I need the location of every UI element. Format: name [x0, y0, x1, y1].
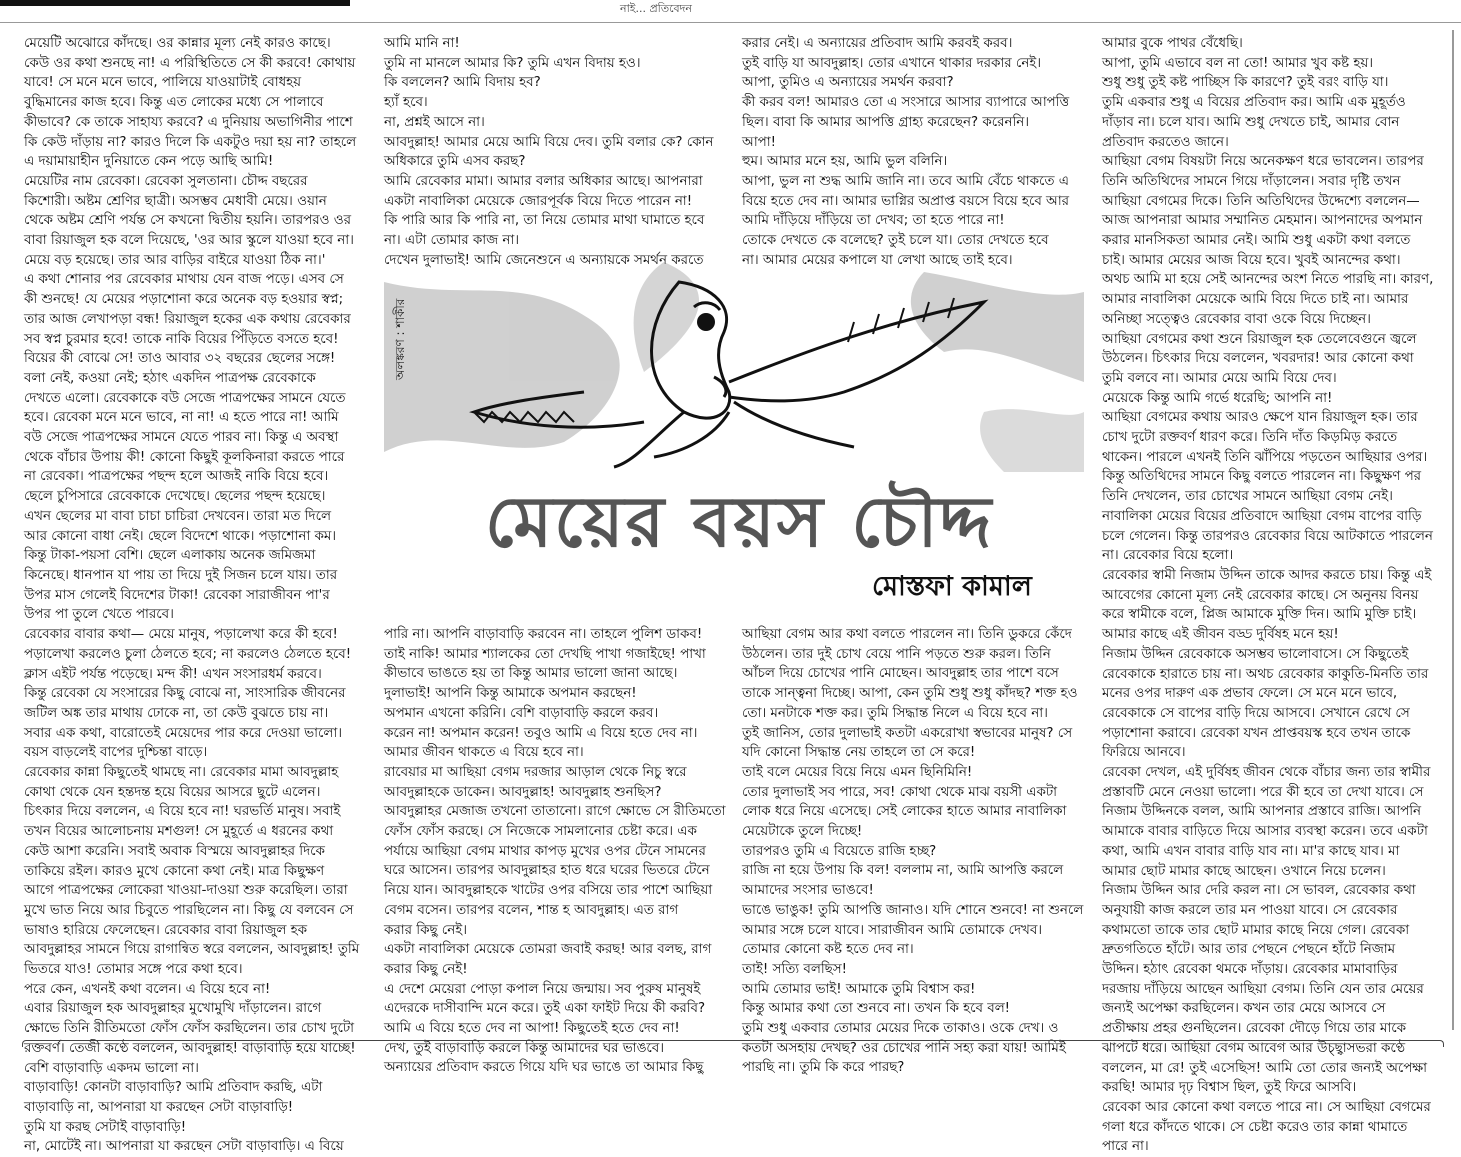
eye-icon — [697, 313, 715, 331]
illustration-credit: অলঙ্করণ : শাকীর — [393, 298, 407, 380]
article-title: মেয়ের বয়স চৌদ্দ — [485, 480, 994, 563]
column-4: আমার বুকে পাথর বেঁধেছি। আপা, তুমি এভাবে বল না তো! আমার খুব কষ্ট হয়। শুধু শুধু তুই কষ্ট পাচ্ছিস কি কারণে? তুই বরং বাড়ি যা। তুমি একবার শুধু এ বিয়ের প্রতিবাদ কর। আমি এক মুহূর্তও দাঁড়াব না। চলে যাব। আমি শুধু দেখতে চাই, আমার বোন প্রতিবাদ করতেও জানে। আছিয়া বেগম বিষয়টা নিয়ে অনেকক্ষণ ধরে ভাবলেন। তারপর তিনি অতিথিদের সামনে গিয়ে দাঁড়ালেন। সবার দৃষ্টি তখন আছিয়া বেগমের দিকে। তিনি অতিথিদের উদ্দেশ্যে বললেন— আজ আপনারা আমার সম্মানিত মেহমান। আপনাদের অপমান করার মানসিকতা আমার নেই। আমি শুধু একটা কথা বলতে চাই। আমার মেয়ের আজ বিয়ে হবে। খুবই আনন্দের কথা। অথচ আমি মা হয়ে সেই আনন্দের অংশ নিতে পারছি না। কারণ, আমার নাবালিকা মেয়েকে আমি বিয়ে দিতে চাই না। আমার অনিচ্ছা সত্ত্বেও রেবেকার বাবা ওকে বিয়ে দিচ্ছেন। আছিয়া বেগমের কথা শুনে রিয়াজুল হক তেলেবেগুনে জ্বলে উঠলেন। চিৎকার দিয়ে বললেন, খবরদার! আর কোনো কথা তুমি বলবে না। আমার মেয়ে আমি বিয়ে দেব। মেয়েকে কিন্তু আমি গর্ভে ধরেছি; আপনি না! আছিয়া বেগমের কথায় আরও ক্ষেপে যান রিয়াজুল হক। তার চোখ দুটো রক্তবর্ণ ধারণ করে। তিনি দাঁত কিড়মিড় করতে থাকেন। পারলে এখনই তিনি ঝাঁপিয়ে পড়তেন আছিয়ার ওপর। কিন্তু অতিথিদের সামনে কিছু বলতে পারলেন না। কিছুক্ষণ পর তিনি দেখলেন, তার চোখের সামনে আছিয়া বেগম নেই। নাবালিকা মেয়ের বিয়ের প্রতিবাদে আছিয়া বেগম বাপের বাড়ি চলে গেলেন। কিন্তু তারপরও রেবেকার বিয়ে আটকাতে পারলেন না। রেবেকার বিয়ে হলো। রেবেকার স্বামী নিজাম উদ্দিন তাকে আদর করতে চায়। কিন্তু এই আবেগের কোনো মূল্য নেই রেবেকার কাছে। সে অনুনয় বিনয় করে স্বামীকে বলে, প্লিজ আমাকে মুক্তি দিন। আমি মুক্তি চাই। আমার কাছে এই জীবন বড্ড দুর্বিষহ মনে হয়! নিজাম উদ্দিন রেবেকাকে অসম্ভব ভালোবাসে। সে কিছুতেই রেবেকাকে হারাতে চায় না। অথচ রেবেকার কাকুতি-মিনতি তার মনের ওপর দারুণ এক প্রভাব ফেলে। সে মনে মনে ভাবে, রেবেকাকে সে বাপের বাড়ি দিয়ে আসবে। সেখানে রেখে সে পড়াশোনা করাবে। রেবেকা যখন প্রাপ্তবয়স্ক হবে তখন তাকে ফিরিয়ে আনবে। রেবেকা দেখল, এই দুর্বিষহ জীবন থেকে বাঁচার জন্য তার স্বামীর প্রস্তাবটি মেনে নেওয়া ভালো। পরে কী হবে তা দেখা যাবে। সে নিজাম উদ্দিনকে বলল, আমি আপনার প্রস্তাবে রাজি। আপনি আমাকে বাবার বাড়িতে দিয়ে আসার ব্যবস্থা করেন। তবে একটা কথা, আমি এখন বাবার বাড়ি যাব না। মা'র কাছে যাব। মা আমার ছোট মামার কাছে আছেন। ওখানে নিয়ে চলেন। নিজাম উদ্দিন আর দেরি করল না। সে ভাবল, রেবেকার কথা অনুযায়ী কাজ করলে তার মন পাওয়া যাবে। সে রেবেকার কথামতো তাকে তার ছোট মামার কাছে নিয়ে গেল। রেবেকা দ্রুতগতিতে হাঁটে। আর তার পেছনে পেছনে হাঁটে নিজাম উদ্দিন। হঠাৎ রেবেকা থমকে দাঁড়ায়। রেবেকার মামাবাড়ির দরজায় দাঁড়িয়ে আছেন আছিয়া বেগম। তিনি যেন তার মেয়ের জন্যই অপেক্ষা করছিলেন। কখন তার মেয়ে আসবে সে প্রতীক্ষায় প্রহর গুনছিলেন। রেবেকা দৌড়ে গিয়ে তার মাকে ঝাপটে ধরে। আছিয়া বেগম আবেগ আর উচ্ছ্বাসভরা কণ্ঠে বললেন, মা রে! তুই এসেছিস! আমি তো তোর জন্যই অপেক্ষা করছি! আমার দৃঢ় বিশ্বাস ছিল, তুই ফিরে আসবি। রেবেকা আর কোনো কথা বলতে পারে না। সে আছিয়া বেগমের গলা ধরে কাঁদতে থাকে। সে চেষ্টা করেও তার কান্না থামাতে পারে না। — [1102, 36, 1434, 1155]
top-strip — [0, 0, 1461, 23]
bottom-frame — [22, 1040, 1444, 1047]
page-right-edge — [1452, 30, 1454, 1030]
top-black-bar — [0, 0, 350, 6]
column-1: মেয়েটি অঝোরে কাঁদছে। ওর কান্নার মূল্য নেই কারও কাছে। কেউ ওর কথা শুনছে না! এ পরিস্থিতিতে সে কী করবে! কোথায় যাবে! সে মনে মনে ভাবে, পালিয়ে যাওয়াটাই বোধহয় বুদ্ধিমানের কাজ হবে। কিন্তু এত লোকের মধ্যে সে পালাবে কীভাবে? কে তাকে সাহায্য করবে? এ দুনিয়ায় অভাগিনীর পাশে কি কেউ দাঁড়ায় না? কারও দিলে কি একটুও দয়া হয় না? তাহলে এ দয়ামায়াহীন দুনিয়াতে কেন পড়ে আছি আমি! মেয়েটির নাম রেবেকা। রেবেকা সুলতানা। চৌদ্দ বছরের কিশোরী। অষ্টম শ্রেণির ছাত্রী। অসম্ভব মেধাবী মেয়ে। ওয়ান থেকে অষ্টম শ্রেণি পর্যন্ত সে কখনো দ্বিতীয় হয়নি। তারপরও ওর বাবা রিয়াজুল হক বলে দিয়েছে, 'ওর আর স্কুলে যাওয়া হবে না। মেয়ে বড় হয়েছে। তার আর বাড়ির বাইরে যাওয়া ঠিক না।' এ কথা শোনার পর রেবেকার মাথায় যেন বাজ পড়ে। এসব সে কী শুনছে! যে মেয়ের পড়াশোনা করে অনেক বড় হওয়ার স্বপ্ন; তার আজ লেখাপড়া বন্ধ! রিয়াজুল হকের এক কথায় রেবেকার সব স্বপ্ন চুরমার হবে! তাকে নাকি বিয়ের পিঁড়িতে বসতে হবে! বিয়ের কী বোঝে সে! তাও আবার ৩২ বছরের ছেলের সঙ্গে! বলা নেই, কওয়া নেই; হঠাৎ একদিন পাত্রপক্ষ রেবেকাকে দেখতে এলো। রেবেকাকে বউ সেজে পাত্রপক্ষের সামনে যেতে হবে। রেবেকা মনে মনে ভাবে, না না! এ হতে পারে না! আমি বউ সেজে পাত্রপক্ষের সামনে যেতে পারব না। কিন্তু এ অবস্থা থেকে বাঁচার উপায় কী! কোনো কিছুই কূলকিনারা করতে পারে না রেবেকা। পাত্রপক্ষের পছন্দ হলে আজই নাকি বিয়ে হবে। ছেলে চুপিসারে রেবেকাকে দেখেছে। ছেলের পছন্দ হয়েছে। এখন ছেলের মা বাবা চাচা চাচিরা দেখবেন। তারা মত দিলে আর কোনো বাধা নেই। ছেলে বিদেশে থাকে। পড়াশোনা কম। কিন্তু টাকা-পয়সা বেশি। ছেলে এলাকায় অনেক জমিজমা কিনেছে। ধানপান যা পায় তা দিয়ে দুই সিজন চলে যায়। তার উপর মাস গেলেই বিদেশের টাকা! রেবেকা সারাজীবন পা'র উপর পা তুলে খেতে পারবে। রেবেকার বাবার কথা— মেয়ে মানুষ, পড়ালেখা করে কী হবে! পড়ালেখা করলেও চুলা ঠেলতে হবে; না করলেও ঠেলতে হবে! ক্লাস এইট পর্যন্ত পড়েছে। মন্দ কী! এখন সংসারধর্ম করবে। কিন্তু রেবেকা যে সংসারের কিছু বোঝে না, সাংসারিক জীবনের জটিল অঙ্ক তার মাথায় ঢোকে না, তা কেউ বুঝতে চায় না। সবার এক কথা, বারোতেই মেয়েদের পার করে দেওয়া ভালো। বয়স বাড়লেই বাপের দুশ্চিন্তা বাড়ে। রেবেকার কান্না কিছুতেই থামছে না। রেবেকার মামা আবদুল্লাহ কোথা থেকে যেন হন্তদন্ত হয়ে বিয়ের আসরে ছুটে এলেন। চিৎকার দিয়ে বললেন, এ বিয়ে হবে না! ঘরভর্তি মানুষ। সবাই তখন বিয়ের আলোচনায় মশগুল! সে মুহূর্তে এ ধরনের কথা কেউ আশা করেনি। সবাই অবাক বিস্ময়ে আবদুল্লাহর দিকে তাকিয়ে রইল। কারও মুখে কোনো কথা নেই। মাত্র কিছুক্ষণ আগে পাত্রপক্ষের লোকেরা খাওয়া-দাওয়া শুরু করেছিল। তারা মুখে ভাত নিয়ে আর চিবুতে পারছিলেন না। কিছু যে বলবেন সে ভাষাও হারিয়ে ফেলেছেন। রেবেকার বাবা রিয়াজুল হক আবদুল্লাহর সামনে গিয়ে রাগান্বিত স্বরে বললেন, আবদুল্লাহ! তুমি ভিতরে যাও! তোমার সঙ্গে পরে কথা হবে। পরে কেন, এখনই কথা বলেন। এ বিয়ে হবে না! এবার রিয়াজুল হক আবদুল্লাহর মুখোমুখি দাঁড়ালেন। রাগে ক্ষোভে তিনি রীতিমতো ফোঁস ফোঁস করছিলেন। তার চোখ দুটো রক্তবর্ণ। তেজী কণ্ঠে বললেন, আবদুল্লাহ! বাড়াবাড়ি হয়ে যাচ্ছে! বেশি বাড়াবাড়ি একদম ভালো না। বাড়াবাড়ি! কোনটা বাড়াবাড়ি? আমি প্রতিবাদ করছি, এটা বাড়াবাড়ি না, আপনারা যা করছেন সেটা বাড়াবাড়ি! তুমি যা করছ সেটাই বাড়াবাড়ি! না, মোটেই না। আপনারা যা করছেন সেটা বাড়াবাড়ি। এ বিয়ে — [24, 36, 360, 1155]
column-2-bottom: পারি না। আপনি বাড়াবাড়ি করবেন না। তাহলে পুলিশ ডাকব! তাই নাকি! আমার শ্যালকের তো দেখছি পাখা গজাইছে! পাখা কীভাবে ভাঙতে হয় তা কিন্তু আমার ভালো জানা আছে। দুলাভাই! আপনি কিন্তু আমাকে অপমান করছেন! অপমান এখনো করিনি। বেশি বাড়াবাড়ি করলে করব। করেন না! অপমান করেন! তবুও আমি এ বিয়ে হতে দেব না। আমার জীবন থাকতে এ বিয়ে হবে না। রাবেয়ার মা আছিয়া বেগম দরজার আড়াল থেকে নিচু স্বরে আবদুল্লাহকে ডাকেন। আবদুল্লাহ! আবদুল্লাহ শুনছিস? আবদুল্লাহর মেজাজ তখনো তাতানো। রাগে ক্ষোভে সে রীতিমতো ফোঁস ফোঁস করছে। সে নিজেকে সামলানোর চেষ্টা করে। এক পর্যায়ে আছিয়া বেগম মাথার কাপড় মুখের ওপর টেনে সামনের ঘরে আসেন। তারপর আবদুল্লাহর হাত ধরে ঘরের ভিতরে টেনে নিয়ে যান। আবদুল্লাহকে খাটের ওপর বসিয়ে তার পাশে আছিয়া বেগম বসেন। তারপর বলেন, শান্ত হ আবদুল্লাহ। এত রাগ করার কিছু নেই। একটা নাবালিকা মেয়েকে তোমরা জবাই করছ! আর বলছ, রাগ করার কিছু নেই! এ দেশে মেয়েরা পোড়া কপাল নিয়ে জন্মায়। সব পুরুষ মানুষই এদেরকে দাসীবান্দি মনে করে। তুই একা ফাইট দিয়ে কী করবি? আমি এ বিয়ে হতে দেব না আপা! কিছুতেই হতে দেব না! দেখ, তুই বাড়াবাড়ি করলে কিন্তু আমাদের ঘর ভাঙবে। অন্যায়ের প্রতিবাদ করতে গিয়ে যদি ঘর ভাঙে তা আমার কিছু — [384, 627, 726, 1076]
column-3-top: করার নেই। এ অন্যায়ের প্রতিবাদ আমি করবই করব। তুই বাড়ি যা আবদুল্লাহ। তোর এখানে থাকার দরকার নেই। আপা, তুমিও এ অন্যায়ের সমর্থন করবা? কী করব বল! আমারও তো এ সংসারে আসার ব্যাপারে আপত্তি ছিল। বাবা কি আমার আপত্তি গ্রাহ্য করেছেন? করেননি। আপা! হুম। আমার মনে হয়, আমি ভুল বলিনি। আপা, ভুল না শুদ্ধ আমি জানি না। তবে আমি বেঁচে থাকতে এ বিয়ে হতে দেব না। আমার ভাগ্নির অপ্রাপ্ত বয়সে বিয়ে হবে আর আমি দাঁড়িয়ে দাঁড়িয়ে তা দেখব; তা হতে পারে না! তোকে দেখতে কে বলেছে? তুই চলে যা। তোর দেখতে হবে না। আমার মেয়ের কপালে যা লেখা আছে তাই হবে। — [742, 36, 1070, 268]
column-2-top: আমি মানি না! তুমি না মানলে আমার কি? তুমি এখন বিদায় হও। কি বললেন? আমি বিদায় হব? হ্যাঁ হবে। না, প্রশ্নই আসে না। আবদুল্লাহ! আমার মেয়ে আমি বিয়ে দেব। তুমি বলার কে? কোন অধিকারে তুমি এসব করছ? আমি রেবেকার মামা। আমার বলার অধিকার আছে। আপনারা একটা নাবালিকা মেয়েকে জোরপূর্বক বিয়ে দিতে পারেন না! কি পারি আর কি পারি না, তা নিয়ে তোমার মাথা ঘামাতে হবে না। এটা তোমার কাজ না। দেখেন দুলাভাই! আমি জেনেশুনে এ অন্যায়কে সমর্থন করতে — [384, 36, 714, 268]
column-3-bottom: আছিয়া বেগম আর কথা বলতে পারলেন না। তিনি ডুকরে কেঁদে উঠলেন। তার দুই চোখ বেয়ে পানি পড়তে শুরু করল। তিনি আঁচল দিয়ে চোখের পানি মোছেন। আবদুল্লাহ তার পাশে বসে তাকে সান্ত্বনা দিচ্ছে। আপা, কেন তুমি শুধু শুধু কাঁদছ? শক্ত হও তো। মনটাকে শক্ত কর। তুমি সিদ্ধান্ত নিলে এ বিয়ে হবে না। তুই জানিস, তোর দুলাভাই কতটা একরোখা স্বভাবের মানুষ? সে যদি কোনো সিদ্ধান্ত নেয় তাহলে তা সে করে! তাই বলে মেয়ের বিয়ে নিয়ে এমন ছিনিমিনি! তোর দুলাভাই সব পারে, সব! কোথা থেকে মাঝ বয়সী একটা লোক ধরে নিয়ে এসেছে। সেই লোকের হাতে আমার নাবালিকা মেয়েটাকে তুলে দিচ্ছে! তারপরও তুমি এ বিয়েতে রাজি হচ্ছ? রাজি না হয়ে উপায় কি বল! বললাম না, আমি আপত্তি করলে আমাদের সংসার ভাঙবে! ভাঙে ভাঙুক! তুমি আপত্তি জানাও। যদি শোনে শুনবে! না শুনলে আমার সঙ্গে চলে যাবে। সারাজীবন আমি তোমাকে দেখব। তোমার কোনো কষ্ট হতে দেব না। তাই! সত্যি বলছিস! আমি তোমার ভাই! আমাকে তুমি বিশ্বাস কর! কিন্তু আমার কথা তো শুনবে না। তখন কি হবে বল! তুমি শুধু একবার তোমার মেয়ের দিকে তাকাও। ওকে দেখ। ও কতটা অসহায় দেখছ? ওর চোখের পানি সহ্য করা যায়! আমিই পারছি না। তুমি কি করে পারছ? — [742, 627, 1084, 1076]
illustration-bird-face — [384, 262, 1084, 472]
article-author: মোস্তফা কামাল — [872, 571, 1032, 602]
top-strip-text: নাই... প্রতিবেদন — [620, 2, 692, 15]
